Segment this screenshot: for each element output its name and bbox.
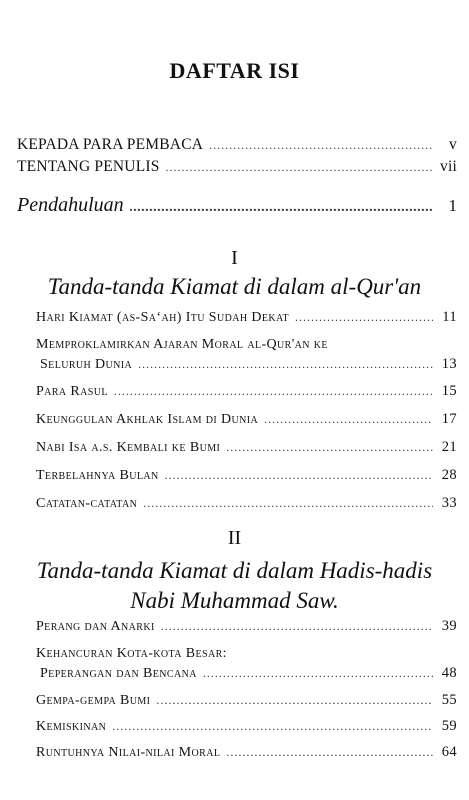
toc-leader-dots bbox=[165, 468, 433, 483]
toc-leader-dots bbox=[143, 496, 433, 511]
toc-entry-page: 55 bbox=[441, 692, 457, 708]
toc-entry[interactable] bbox=[36, 411, 457, 435]
toc-leader-dots bbox=[114, 384, 433, 399]
toc-section-part1 bbox=[36, 309, 457, 519]
toc-entry-page: 33 bbox=[441, 495, 457, 511]
toc-entry[interactable] bbox=[36, 744, 457, 768]
toc-entry[interactable] bbox=[36, 309, 457, 333]
toc-entry-page: v bbox=[449, 136, 457, 153]
toc-leader-dots bbox=[295, 310, 433, 325]
toc-entry-page: 13 bbox=[441, 356, 457, 372]
toc-entry-page: 39 bbox=[441, 618, 457, 634]
page-title: DAFTAR ISI bbox=[169, 58, 300, 83]
toc-entry-page: vii bbox=[440, 158, 457, 175]
toc-entry-label: Pendahuluan bbox=[17, 194, 124, 216]
toc-leader-dots bbox=[161, 619, 433, 634]
toc-entry-page: 28 bbox=[441, 467, 457, 483]
part-title: Tanda-tanda Kiamat di dalam al-Qur'an bbox=[47, 274, 422, 299]
toc-leader-dots bbox=[130, 200, 433, 216]
toc-leader-dots bbox=[226, 440, 433, 455]
toc-entry-label: Catatan-catatan bbox=[36, 496, 138, 511]
toc-entry[interactable] bbox=[36, 495, 457, 519]
toc-entry-label-line2: Peperangan dan Bencana bbox=[40, 666, 197, 681]
toc-entry-label: Hari Kiamat (as-Sa‘ah) Itu Sudah Dekat bbox=[36, 310, 290, 325]
toc-entry-page: 48 bbox=[441, 665, 457, 681]
toc-entry-label: TENTANG PENULIS bbox=[17, 158, 160, 175]
toc-front-matter bbox=[17, 136, 457, 222]
toc-entry-label: Runtuhnya Nilai-nilai Moral bbox=[36, 745, 221, 760]
toc-entry-label: Kemiskinan bbox=[36, 719, 107, 734]
toc-entry-label-line2: Seluruh Dunia bbox=[40, 357, 133, 372]
toc-leader-dots bbox=[112, 719, 433, 734]
toc-entry-page: 64 bbox=[441, 744, 457, 760]
toc-entry[interactable] bbox=[36, 383, 457, 407]
toc-entry-page: 21 bbox=[441, 439, 457, 455]
toc-entry-label: Nabi Isa a.s. Kembali ke Bumi bbox=[36, 440, 221, 455]
toc-entry-label: Terbelahnya Bulan bbox=[36, 468, 159, 483]
part-number: I bbox=[231, 247, 238, 269]
toc-leader-dots bbox=[264, 412, 433, 427]
toc-leader-dots bbox=[203, 666, 433, 681]
toc-entry[interactable] bbox=[36, 718, 457, 742]
toc-entry-label-line1: Memproklamirkan Ajaran Moral al-Qur'an ke bbox=[36, 337, 328, 352]
toc-leader-dots bbox=[209, 138, 433, 153]
toc-entry-label: Gempa-gempa Bumi bbox=[36, 693, 151, 708]
toc-entry[interactable] bbox=[36, 646, 457, 688]
toc-entry-page: 17 bbox=[441, 411, 457, 427]
toc-leader-dots bbox=[156, 693, 433, 708]
toc-entry-label: Perang dan Anarki bbox=[36, 619, 155, 634]
toc-entry[interactable] bbox=[17, 158, 457, 180]
toc-entry[interactable] bbox=[36, 439, 457, 463]
toc-entry[interactable] bbox=[36, 618, 457, 642]
toc-entry-page: 1 bbox=[448, 196, 457, 215]
toc-entry-label: Keunggulan Akhlak Islam di Dunia bbox=[36, 412, 259, 427]
toc-entry-page: 59 bbox=[441, 718, 457, 734]
toc-entry-label: KEPADA PARA PEMBACA bbox=[17, 136, 204, 153]
toc-leader-dots bbox=[226, 745, 433, 760]
toc-entry[interactable] bbox=[36, 692, 457, 716]
part-number: II bbox=[227, 527, 242, 549]
toc-leader-dots bbox=[138, 357, 433, 372]
toc-leader-dots bbox=[166, 160, 433, 175]
toc-entry-page: 11 bbox=[442, 309, 457, 325]
toc-entry-intro[interactable] bbox=[17, 194, 457, 222]
part-title-line1: Tanda-tanda Kiamat di dalam Hadis-hadis bbox=[36, 558, 433, 583]
part-title-line2: Nabi Muhammad Saw. bbox=[130, 588, 339, 613]
toc-entry-label: Para Rasul bbox=[36, 384, 108, 399]
toc-entry[interactable] bbox=[17, 136, 457, 158]
toc-entry[interactable] bbox=[36, 467, 457, 491]
toc-entry[interactable] bbox=[36, 337, 457, 379]
toc-entry-page: 15 bbox=[441, 383, 457, 399]
toc-entry-label-line1: Kehancuran Kota-kota Besar: bbox=[36, 646, 227, 661]
toc-section-part2 bbox=[36, 618, 457, 768]
